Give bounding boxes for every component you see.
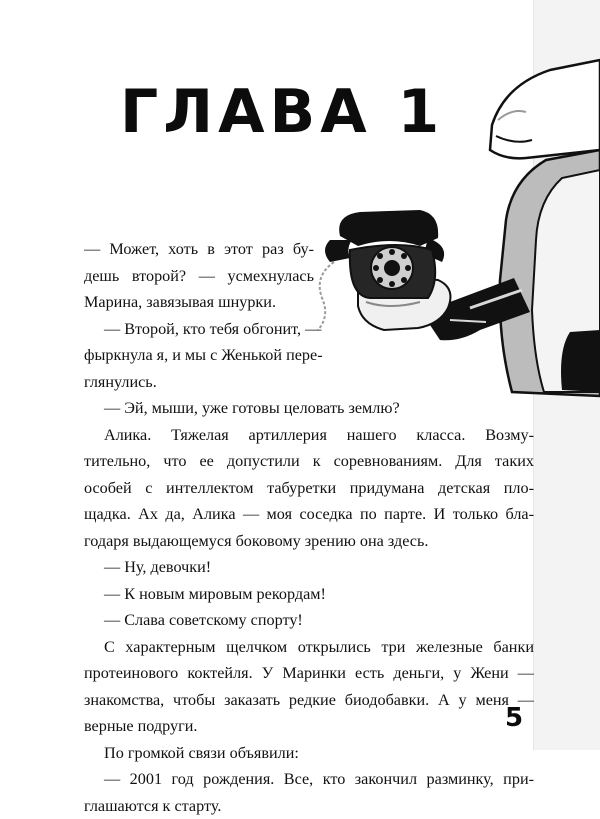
text-line: По громкой связи объявили: [84, 740, 534, 767]
text-line: дешь второй? — усмехнулась [84, 263, 314, 290]
text-line: — Может, хоть в этот раз бу- [84, 236, 314, 263]
text-line: особей с интеллектом табуретки придумана детская пло- [84, 475, 534, 502]
text-line: — Эй, мыши, уже готовы целовать землю? [84, 395, 534, 422]
text-line: глашаются к старту. [84, 793, 534, 819]
text-line: — Ну, девочки! [84, 554, 534, 581]
text-line: Алика. Тяжелая артиллерия нашего класса. Возму- [84, 422, 534, 449]
text-line: тительно, что ее допустили к соревнованиям. Для таких [84, 448, 534, 475]
text-line: знакомства, чтобы заказать редкие биодобавки. А у меня — [84, 687, 534, 714]
text-line: — 2001 год рождения. Все, кто закончил разминку, при- [84, 766, 534, 793]
chapter-title: ГЛАВА 1 [120, 82, 444, 142]
text-line: С характерным щелчком открылись три железные банки [84, 634, 534, 661]
text-line: глянулись. [84, 369, 534, 396]
page-number: 5 [505, 705, 523, 731]
text-line: фыркнула я, и мы с Женькой пере- [84, 342, 534, 369]
body-text [84, 236, 534, 819]
text-line: протеинового коктейля. У Маринки есть деньги, у Жени — [84, 660, 534, 687]
text-line: — К новым мировым рекордам! [84, 581, 534, 608]
text-line: щадка. Ах да, Алика — моя соседка по парте. И только бла- [84, 501, 534, 528]
text-line: — Второй, кто тебя обгонит, — [84, 316, 534, 343]
text-line: верные подруги. [84, 713, 534, 740]
text-line: — Слава советскому спорту! [84, 607, 534, 634]
text-line: годаря выдающемуся боковому зрению она здесь. [84, 528, 534, 555]
text-line: Марина, завязывая шнурки. [84, 289, 534, 316]
robot-head-icon [490, 60, 600, 158]
